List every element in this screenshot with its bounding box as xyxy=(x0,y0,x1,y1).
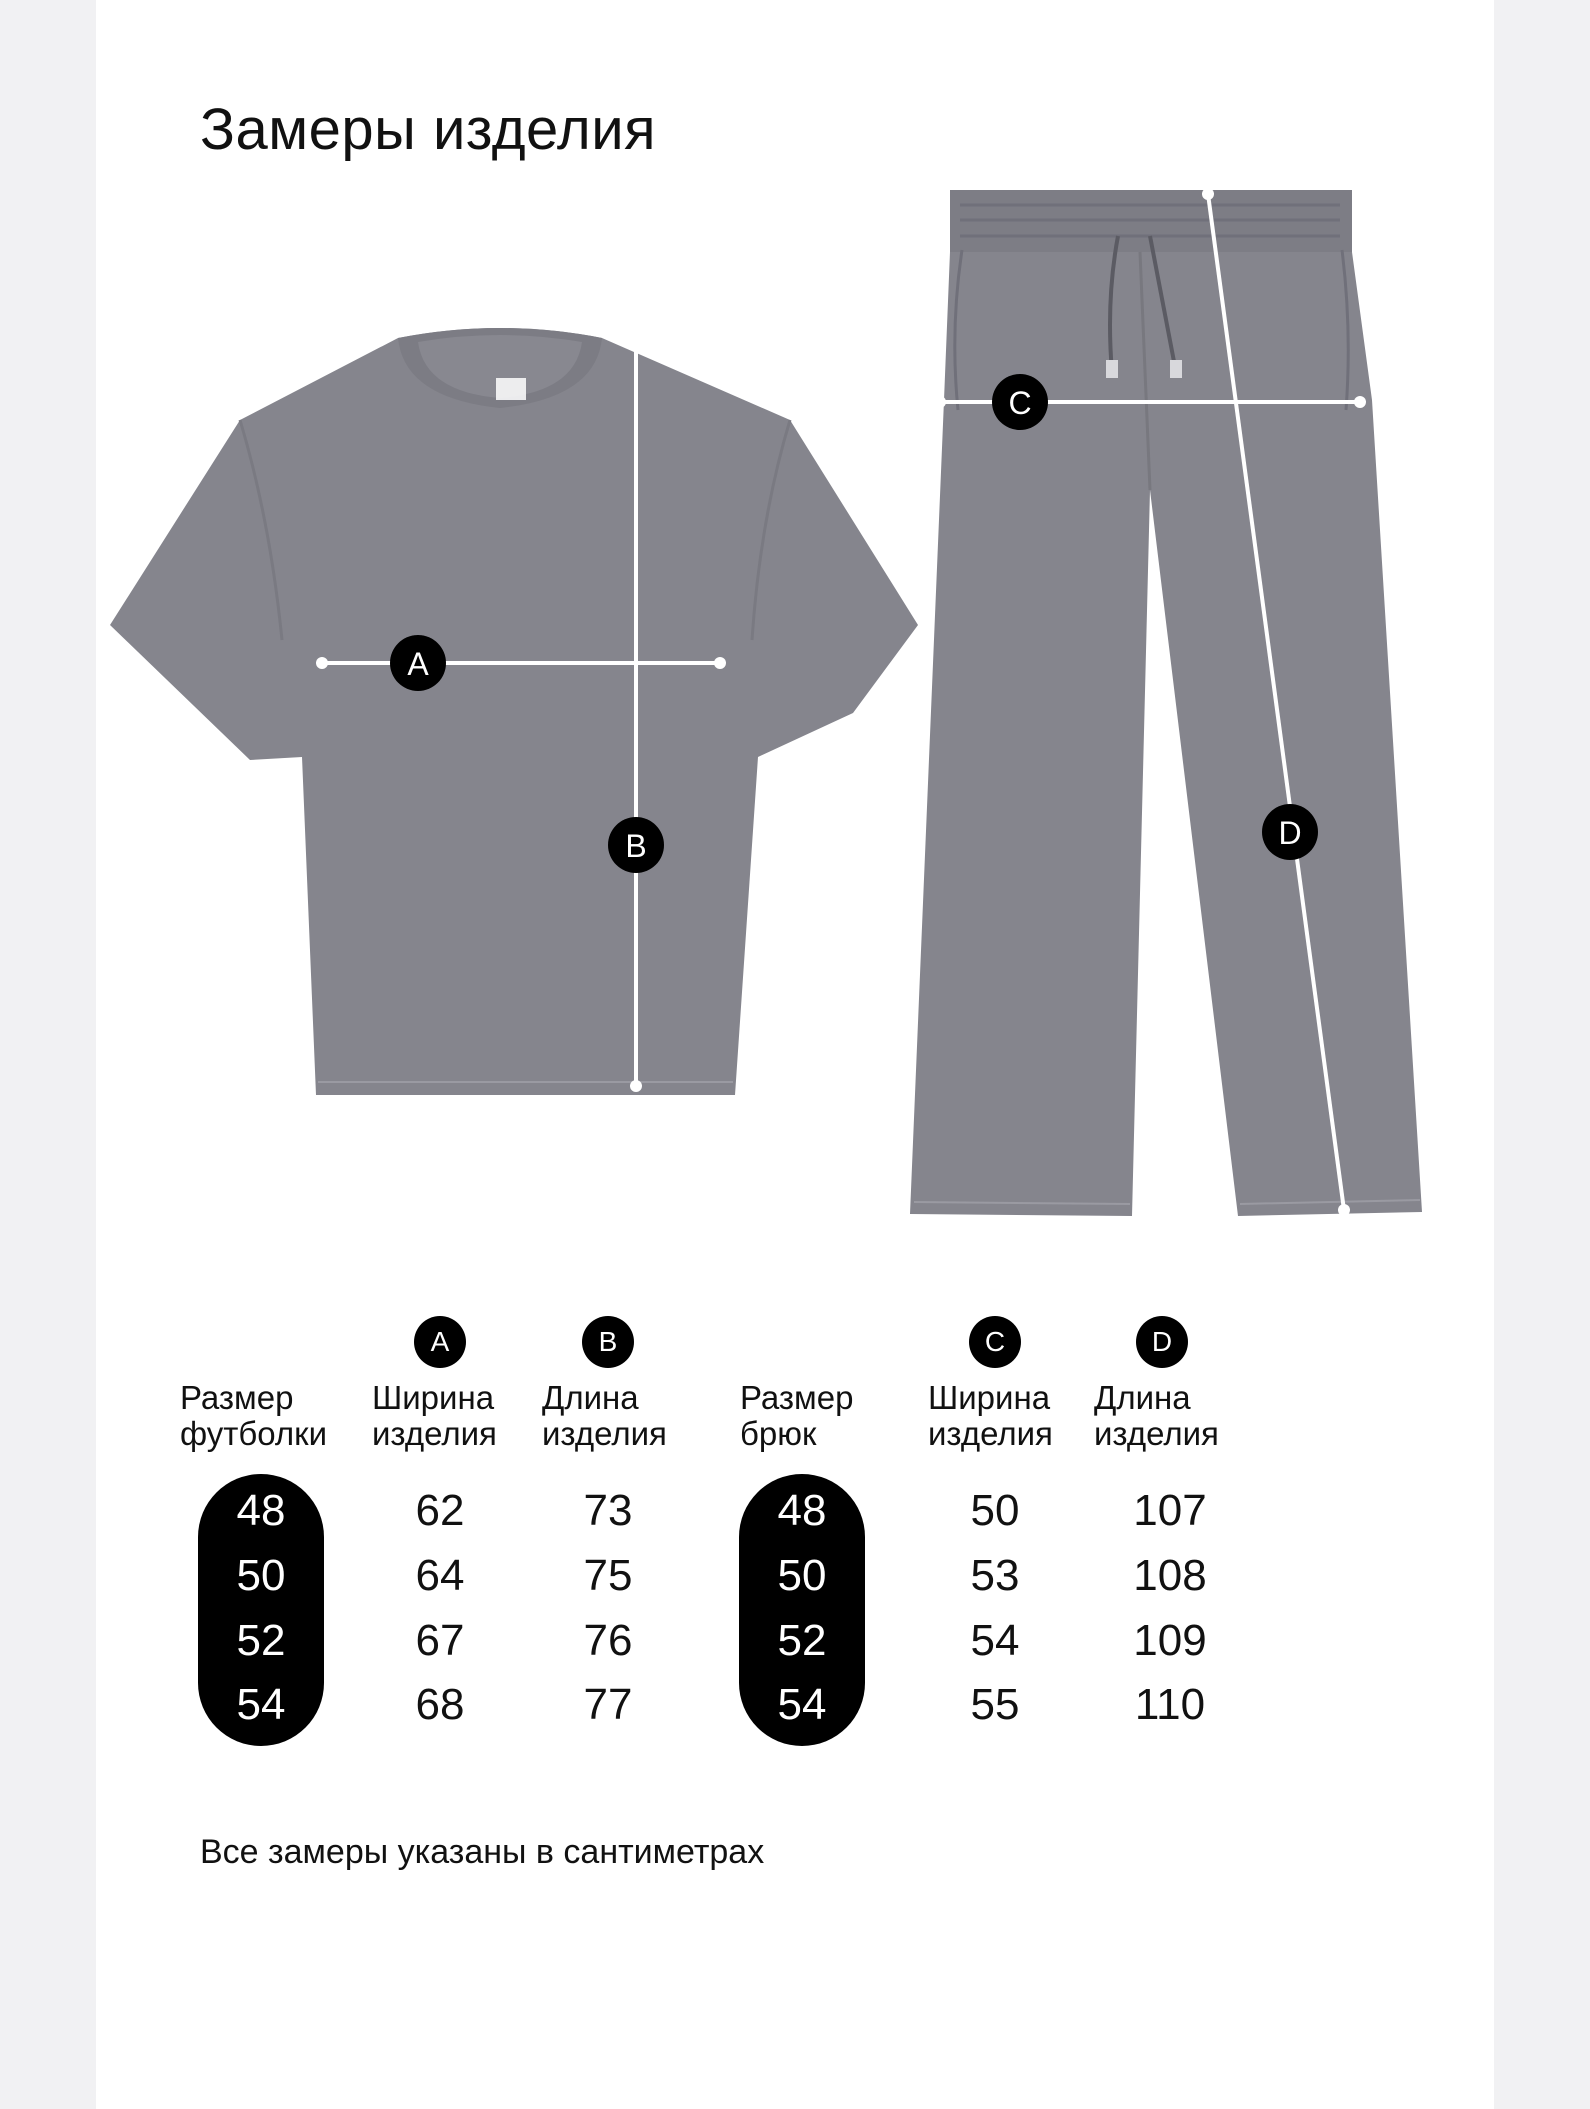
marker-a xyxy=(390,635,446,691)
header-line: Размер xyxy=(180,1379,294,1416)
tshirt-length-value: 73 xyxy=(583,1486,633,1535)
pants-width-header xyxy=(928,1380,1053,1452)
marker-b xyxy=(608,817,664,873)
tshirt-width-value: 64 xyxy=(415,1551,465,1600)
header-line: Длина xyxy=(1094,1379,1191,1416)
size-value: 48 xyxy=(777,1486,827,1535)
svg-text:C: C xyxy=(1008,385,1032,421)
header-line: брюк xyxy=(740,1415,817,1452)
svg-text:B: B xyxy=(625,828,647,864)
page-title: Замеры изделия xyxy=(200,97,657,162)
marker-d xyxy=(1262,804,1318,860)
header-line: изделия xyxy=(372,1415,497,1452)
pants-length-header xyxy=(1094,1380,1219,1452)
header-line: изделия xyxy=(542,1415,667,1452)
size-value: 50 xyxy=(777,1551,827,1600)
pants-length-value: 109 xyxy=(1133,1616,1207,1665)
units-footnote: Все замеры указаны в сантиметрах xyxy=(200,1833,765,1871)
header-marker-b: B xyxy=(582,1316,634,1368)
pants-width-value: 54 xyxy=(970,1616,1020,1665)
pants-length-value: 107 xyxy=(1133,1486,1207,1535)
size-value: 54 xyxy=(236,1680,286,1729)
size-value: 54 xyxy=(777,1680,827,1729)
header-line: Длина xyxy=(542,1379,639,1416)
size-value: 48 xyxy=(236,1486,286,1535)
pants-size-header xyxy=(740,1380,853,1452)
pants-size-pill xyxy=(739,1474,865,1746)
header-marker-c: C xyxy=(969,1316,1021,1368)
pants-length-value: 110 xyxy=(1134,1680,1206,1729)
tshirt-length-value: 77 xyxy=(583,1680,633,1729)
pants-width-value: 50 xyxy=(970,1486,1020,1535)
tshirt-length-header xyxy=(542,1380,667,1452)
size-value: 52 xyxy=(777,1616,827,1665)
header-line: изделия xyxy=(928,1415,1053,1452)
tshirt-length-value: 76 xyxy=(583,1616,633,1665)
marker-c xyxy=(992,374,1048,430)
size-value: 50 xyxy=(236,1551,286,1600)
header-line: Размер xyxy=(740,1379,854,1416)
header-line: Ширина xyxy=(372,1379,495,1416)
pants-width-value: 55 xyxy=(970,1680,1020,1729)
pants-length-value: 108 xyxy=(1133,1551,1207,1600)
header-marker-d: D xyxy=(1136,1316,1188,1368)
svg-text:A: A xyxy=(407,646,429,682)
tshirt-width-header xyxy=(372,1380,497,1452)
header-line: изделия xyxy=(1094,1415,1219,1452)
header-marker-a: A xyxy=(414,1316,466,1368)
pants-width-value: 53 xyxy=(970,1551,1020,1600)
header-line: футболки xyxy=(180,1415,328,1452)
tshirt-size-pill xyxy=(198,1474,324,1746)
header-line: Ширина xyxy=(928,1379,1051,1416)
tshirt-length-value: 75 xyxy=(583,1551,633,1600)
size-value: 52 xyxy=(236,1616,286,1665)
pants-illustration xyxy=(910,190,1422,1216)
tshirt-illustration xyxy=(110,328,918,1095)
tshirt-width-value: 62 xyxy=(415,1486,465,1535)
tshirt-size-header xyxy=(180,1380,327,1452)
tshirt-width-value: 68 xyxy=(415,1680,465,1729)
svg-text:D: D xyxy=(1278,815,1302,851)
tshirt-width-value: 67 xyxy=(415,1616,465,1665)
